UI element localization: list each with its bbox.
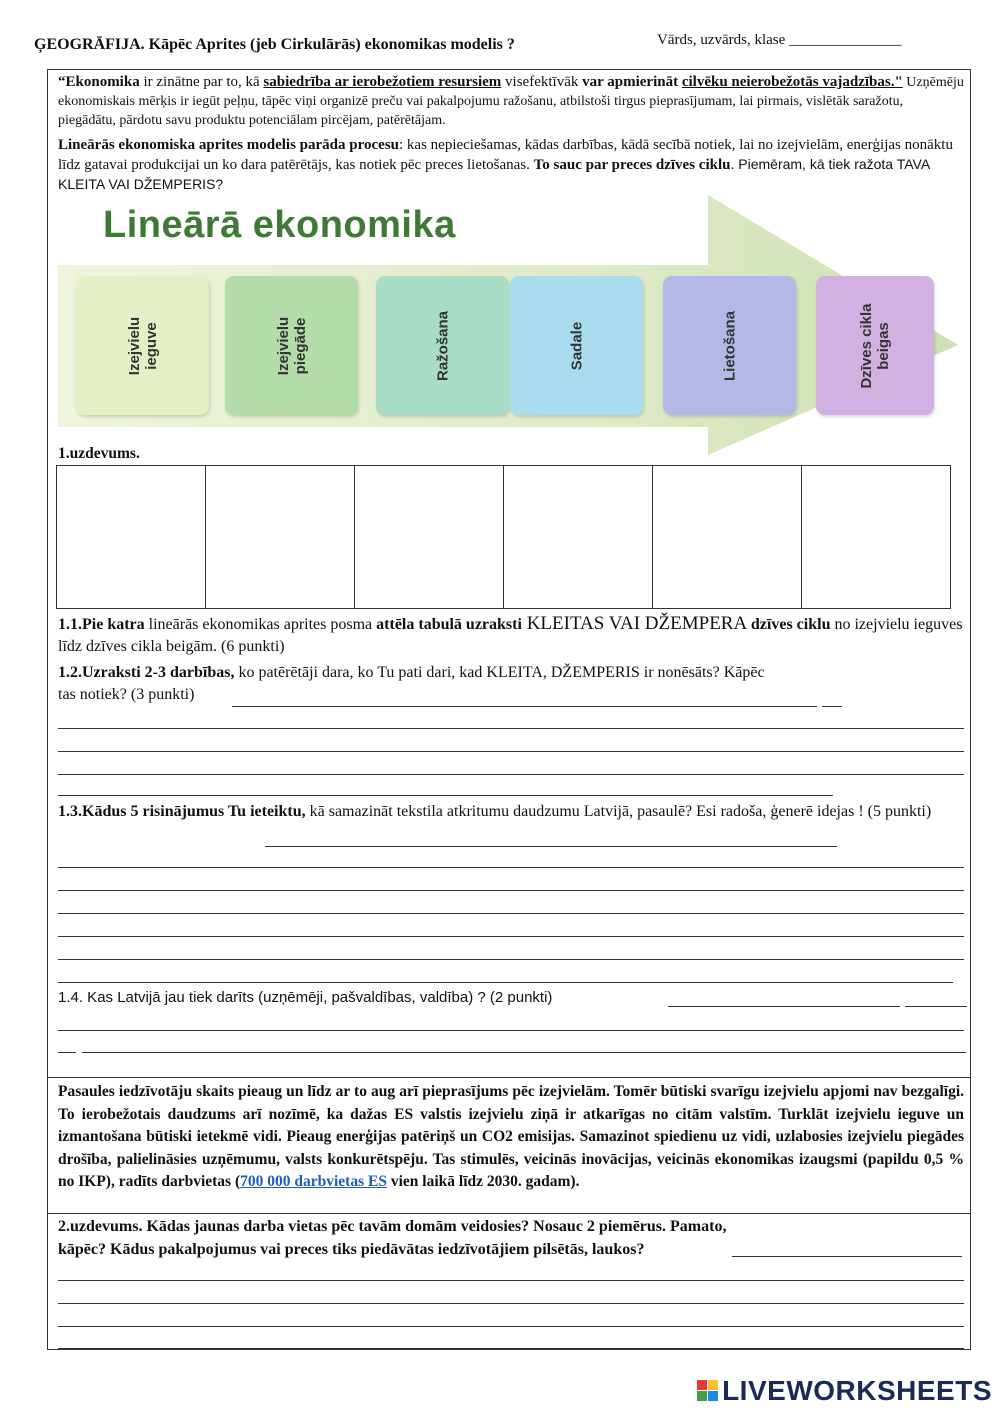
intro-text: visefektīvāk: [501, 74, 583, 90]
answer-line[interactable]: [82, 1052, 966, 1053]
intro-paragraph-2: [58, 136, 964, 195]
name-field-label: Vārds, uzvārds, klase _______________: [657, 32, 902, 48]
intro-text: : kas nepieciešamas, kādas darbības, kādā secībā notiek, lai no izejvielām, enerģijas nonāktu līdz gatavai produkcijai un ko dara patērētājs, kas notiek pēc preces lietošanas.: [58, 137, 953, 173]
answer-line[interactable]: [265, 846, 837, 847]
answer-line[interactable]: [58, 959, 964, 960]
answer-line[interactable]: [58, 1030, 964, 1031]
q1-text: no izejvielu ieguves līdz dzīves cikla beigām. (6 punkti): [58, 616, 963, 655]
stage-box-2: [225, 276, 358, 415]
divider-info: [47, 1077, 971, 1078]
task1-heading: 1.uzdevums.: [58, 445, 140, 462]
question-1-1: [58, 613, 964, 658]
stage-label: Izejvielu ieguve: [125, 316, 160, 375]
answer-line[interactable]: [58, 751, 964, 752]
answer-line[interactable]: [58, 774, 964, 775]
term-ekonomika: Ekonomika: [65, 74, 140, 90]
task2-text: 2.uzdevums. Kādas jaunas darba vietas pēc tavām domām veidosies? Nosauc 2 piemērus. Pamato, kāpēc? Kādus pakalpojumus vai preces tiks piedāvātas iedzīvotājiem pilsētās, laukos?: [58, 1218, 727, 1258]
worksheet-title: ĢEOGRĀFIJA. Kāpēc Aprites (jeb Cirkulārās) ekonomikas modelis ?: [34, 36, 515, 53]
q1-text: KLEITAS VAI DŽEMPERA: [521, 613, 751, 634]
answer-cell-6[interactable]: [802, 466, 951, 609]
answer-line[interactable]: [58, 728, 964, 729]
intro-text: . Piemēram, kā tiek ražota TAVA KLEITA VAI DŽEMPERIS?: [58, 156, 930, 192]
stage-box-3: [376, 276, 509, 415]
stage-label: Ražošana: [434, 310, 451, 381]
stage-label: Dzīves cikla beigas: [858, 302, 892, 389]
answer-line[interactable]: [732, 1256, 962, 1257]
answer-cell-3[interactable]: [355, 466, 504, 609]
jobs-link[interactable]: 700 000 darbvietas ES: [240, 1173, 387, 1190]
answer-line[interactable]: [58, 1052, 76, 1053]
question-1-3: [58, 801, 964, 823]
answer-line[interactable]: [232, 706, 817, 707]
answer-line[interactable]: [58, 867, 964, 868]
answer-line[interactable]: [58, 1326, 964, 1327]
answer-line[interactable]: [58, 913, 964, 914]
answer-line[interactable]: [58, 1348, 964, 1349]
q2-text: ko patērētāji dara, ko Tu pati dari, kad KLEITA, DŽEMPERIS ir nonēsāts? Kāpēc tas notiek? (3 punkti): [58, 664, 765, 703]
answer-line[interactable]: [58, 982, 953, 983]
answer-cell-4[interactable]: [504, 466, 653, 609]
stage-label: Sadale: [568, 321, 585, 370]
emph-linear-model: Lineārās ekonomiska aprites modelis parāda procesu: [58, 137, 399, 153]
info-text: vien laikā līdz 2030. gadam).: [386, 1173, 580, 1190]
answer-line[interactable]: [58, 1280, 964, 1281]
task2-question: [58, 1215, 728, 1261]
task1-table: [56, 465, 951, 609]
info-text: Pasaules iedzīvotāju skaits pieaug un līdz ar to aug arī pieprasījums pēc izejvielām. Tomēr būtiski svarīgu izejvielu apjomi nav bezgalīgi. To ierobežotais daudzums arī nozīmē, ka dažas ES valstis izejvielu ziņā ir atkarīgas no citām valstīm. Turklāt izejvielu ieguve un izmantošana būtiski ietekmē vidi. Pieaug enerģijas patēriņš un CO2 emisijas. Samazinot spiedienu uz vidi, uzlabosies izejvielu piegādes drošība, palielināsies uzņēmumu, valsts konkurētspēju. Tas stimulēs, veicinās inovācijas, veicinās ekonomikas izaugsmi (papildu 0,5 % no IKP), radīts darbvietas (: [58, 1083, 964, 1190]
emph-resources: sabiedrība ar ierobežotiem resursiem: [263, 74, 502, 90]
emph-needs: cilvēku neierobežotās vajadzības.": [681, 74, 903, 90]
question-1-2: [58, 662, 778, 706]
q3-bold: 1.3.Kādus 5 risinājumus Tu ieteiktu,: [58, 803, 306, 820]
quote-mark: “: [58, 74, 66, 90]
q1-bold: dzīves ciklu: [750, 616, 831, 633]
stage-box-6: [816, 276, 934, 415]
answer-line[interactable]: [822, 706, 842, 707]
answer-line[interactable]: [58, 936, 964, 937]
question-1-4: 1.4. Kas Latvijā jau tiek darīts (uzņēmēji, pašvaldības, valdība) ? (2 punkti): [58, 989, 553, 1006]
emph-satisfy: var apmierināt: [582, 74, 682, 90]
intro-text: ir zinātne par to, kā: [139, 74, 264, 90]
intro-paragraph-1: [58, 73, 964, 130]
liveworksheets-icon: [697, 1380, 719, 1402]
stage-box-4: [510, 276, 643, 415]
stage-label: Lietošana: [721, 310, 738, 381]
answer-line[interactable]: [668, 1006, 900, 1007]
diagram-title: Lineārā ekonomika: [103, 204, 456, 246]
q1-text: lineārās ekonomikas aprites posma: [144, 616, 377, 633]
answer-cell-1[interactable]: [57, 466, 206, 609]
stage-box-5: [663, 276, 796, 415]
answer-cell-2[interactable]: [206, 466, 355, 609]
answer-cell-5[interactable]: [653, 466, 802, 609]
intro-text: Uzņēmēju ekonomiskais mērķis ir iegūt peļņu, tāpēc viņi organizē preču vai pakalpojumu ražošanu, atbilstoši tirgus pieprasījumam, lai pirmais, vislētāk saražotu, piegādātu, pārdotu savu produktu potenciālam pircējam, patērētājam.: [58, 75, 964, 128]
q1-bold: attēla tabulā uzraksti: [376, 616, 522, 633]
stage-label: Izejvielu piegāde: [274, 316, 309, 375]
answer-line[interactable]: [58, 795, 833, 796]
q2-bold: 1.2.Uzraksti 2-3 darbības,: [58, 664, 235, 681]
liveworksheets-brand: LIVEWORKSHEETS: [722, 1375, 992, 1406]
answer-line[interactable]: [58, 1303, 964, 1304]
answer-line[interactable]: [905, 1006, 967, 1007]
task1-table-row: [57, 466, 951, 609]
q1-bold: 1.1.Pie katra: [58, 616, 145, 633]
emph-life-cycle: To sauc par preces dzīves ciklu: [533, 157, 731, 173]
divider-task2: [47, 1213, 971, 1214]
answer-line[interactable]: [58, 890, 964, 891]
stage-box-1: [76, 276, 209, 415]
info-paragraph: [58, 1081, 964, 1194]
q3-text: kā samazināt tekstila atkritumu daudzumu Latvijā, pasaulē? Esi radoša, ģenerē idejas ! (5 punkti): [305, 803, 932, 820]
liveworksheets-logo: [697, 1375, 992, 1407]
